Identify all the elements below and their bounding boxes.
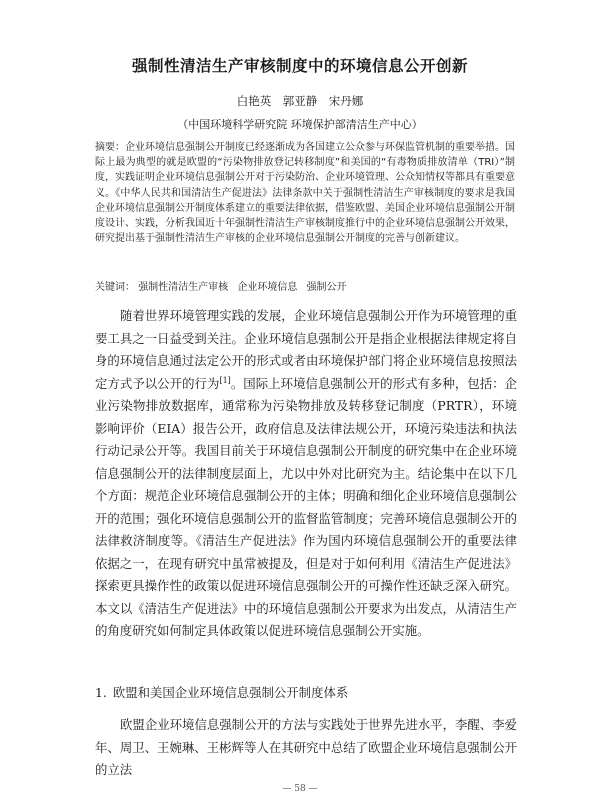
section-number: 1.	[95, 685, 107, 700]
paper-title: 强制性清洁生产审核制度中的环境信息公开创新	[131, 57, 468, 75]
body-text-part: 随着世界环境管理实践的发展，企业环境信息强制公开作为环境管理的重要工具之一日益受到关注。企业环境信息强制公开是指企业根据法律规定将自身的环境信息通过法定公开的形式或者由环境保护部门将企业环境信息按照法定方式予以公开的行为	[95, 308, 517, 391]
keywords-label: 关键词：	[95, 282, 135, 293]
body-text-part: 。国际上环境信息强制公开的形式有多种，包括：企业污染物排放数据库，通常称为污染物排放及转移登记制度（PRTR），环境影响评价（EIA）报告公开，政府信息及法律法规公开，环境污染违法和执法行动记录公开等。我国目前关于环境信息强制公开制度的研究集中在企业环境信息强制公开的法律制度层面上，尤以中外对比研究为主。结论集中在以下几个方面：规范企业环境信息强制公开的主体；明确和细化企业环境信息强制公开的范围；强化环境信息强制公开的监督监管制度；完善环境信息强制公开的法律救济制度等。《清洁生产促进法》作为国内环境信息强制公开的重要法律依据之一，在现有研究中虽常被提及，但是对于如何利用《清洁生产促进法》探索更具操作性的政策以促进环境信息强制公开的可操作性还缺乏深入研究。本文以《清洁生产促进法》中的环境信息强制公开要求为出发点，从清洁生产的角度研究如何制定具体政策以促进环境信息强制公开实施。	[95, 375, 518, 638]
citation-ref: [1]	[219, 375, 231, 385]
keyword: 强制性清洁生产审核	[138, 282, 229, 293]
keyword: 企业环境信息	[237, 282, 298, 293]
keyword: 强制公开	[306, 282, 347, 293]
keywords-line	[95, 280, 515, 295]
section-title: 欧盟和美国企业环境信息强制公开制度体系	[112, 685, 349, 700]
section-heading	[95, 683, 515, 703]
body-paragraph	[95, 305, 517, 643]
section-paragraph: 欧盟企业环境信息强制公开的方法与实践处于世界先进水平，李醒、李爱年、周卫、王婉琳、王彬辉等人在其研究中总结了欧盟企业环境信息强制公开的立法	[95, 717, 517, 777]
affiliation: （中国环境科学研究院 环境保护部清洁生产中心）	[177, 118, 423, 131]
page-number: — 58 —	[282, 784, 318, 794]
abstract: 摘要：企业环境信息强制公开制度已经逐渐成为各国建立公众参与环保监管机制的重要举措。国际上最为典型的就是欧盟的“污染物排放登记转移制度”和美国的“有毒物质排放清单（TRI）”制度，实践证明企业环境信息强制公开对于污染防治、企业环境管理、公众知情权等都具有重要意义。《中华人民共和国清洁生产促进法》法律条款中关于强制性清洁生产审核制度的要求是我国企业环境信息强制公开制度体系建立的重要法律依据，借鉴欧盟、美国企业环境信息强制公开制度设计、实践，分析我国近十年强制性清洁生产审核制度推行中的企业环境信息强制公开效果，研究提出基于强制性清洁生产审核的企业环境信息强制公开制度的完善与创新建议。	[95, 142, 515, 245]
authors: 白艳英 郭亚静 宋丹娜	[236, 94, 364, 108]
